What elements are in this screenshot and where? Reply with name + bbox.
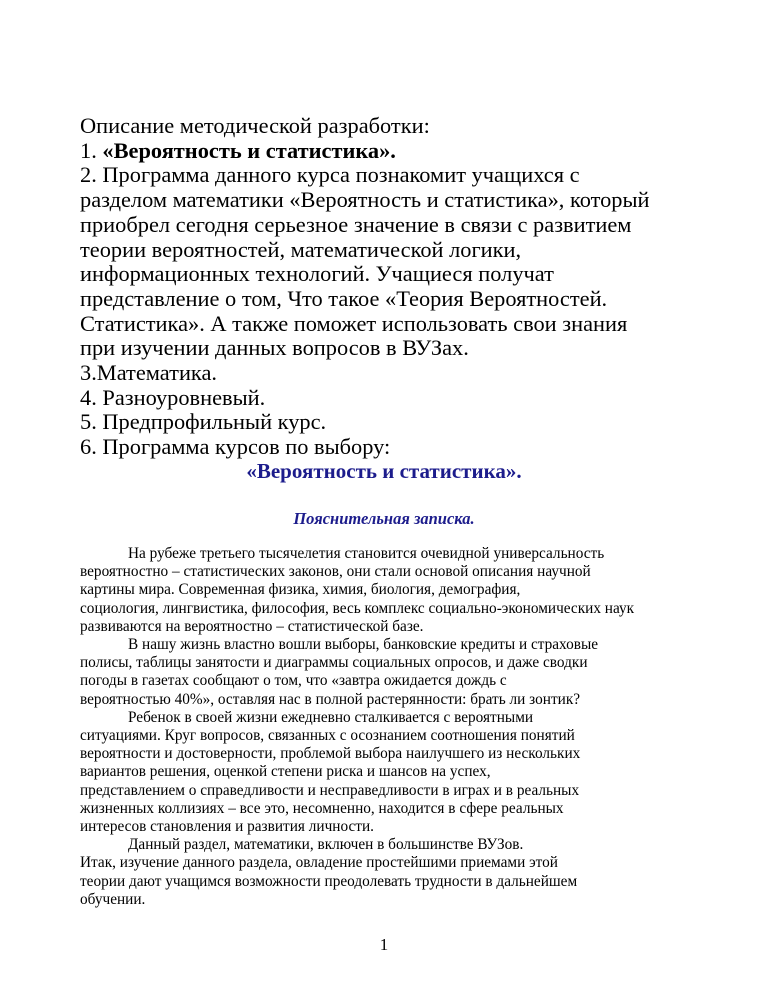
item-2-line: информационных технологий. Учащиеся получат bbox=[80, 261, 554, 287]
item-2-line: представление о том, Что такое «Теория Вероятностей. bbox=[80, 285, 608, 311]
body-paragraph: На рубеже третьего тысячелетия становится очевидной универсальность вероятностно – статистических законов, они стали основой описания научной картины мира. Современная физика, химия, биология, демография, социология, лингвистика, философия, весь комплекс социально-экономических наук развиваются на вероятностно – статистической базе. bbox=[80, 545, 635, 635]
item-2-line: Статистика». А также поможет использовать свои знания bbox=[80, 310, 628, 336]
item-2-line: теории вероятностей, математической логики, bbox=[80, 236, 522, 262]
item-2-line: приобрел сегодня серьезное значение в связи с развитием bbox=[80, 211, 632, 237]
explanatory-note-body bbox=[80, 545, 705, 909]
item-6: 6. Программа курсов по выбору: bbox=[80, 434, 391, 460]
course-description bbox=[80, 114, 720, 460]
item-1 bbox=[80, 139, 720, 164]
item-5: 5. Предпрофильный курс. bbox=[80, 409, 327, 435]
body-paragraph: В нашу жизнь властно вошли выборы, банковские кредиты и страховые полисы, таблицы занятости и диаграммы социальных опросов, и даже сводки погоды в газетах сообщают о том, что «завтра ожидается дождь с вероятностью 40%», оставляя нас в полной растерянности: брать ли зонтик? bbox=[80, 636, 599, 708]
course-title: «Вероятность и статистика». bbox=[246, 459, 522, 483]
body-paragraph: Данный раздел, математики, включен в большинстве ВУЗов. bbox=[128, 836, 524, 854]
item-2-line: 2. Программа данного курса познакомит учащихся с bbox=[80, 162, 580, 188]
item-2-line: разделом математики «Вероятность и статистика», который bbox=[80, 187, 650, 213]
item-1-number: 1. bbox=[80, 137, 97, 163]
description-label: Описание методической разработки: bbox=[80, 113, 430, 138]
item-2-line: при изучении данных вопросов в ВУЗах. bbox=[80, 335, 469, 361]
item-4: 4. Разноуровневый. bbox=[80, 384, 266, 410]
body-paragraph: Ребенок в своей жизни ежедневно сталкивается с вероятными ситуациями. Круг вопросов, связанных с осознанием соотношения понятий вероятности и достоверности, проблемой выбора наилучшего из нескольких вариантов решения, оценкой степени риска и шансов на успех, представлением о справедливости и несправедливости в играх и в реальных жизненных коллизиях – все это, несомненно, находится в сфере реальных интересов становления и развития личности. bbox=[80, 708, 581, 836]
explanatory-note-title: Пояснительная записка. bbox=[293, 509, 475, 528]
page-number: 1 bbox=[379, 935, 389, 954]
item-3: 3.Математика. bbox=[80, 360, 217, 386]
body-paragraph: Итак, изучение данного раздела, овладение простейшими приемами этой теории дают учащимся возможности преодолевать трудности в дальнейшем обучении. bbox=[80, 854, 578, 908]
item-1-title: «Вероятность и статистика». bbox=[102, 137, 396, 163]
